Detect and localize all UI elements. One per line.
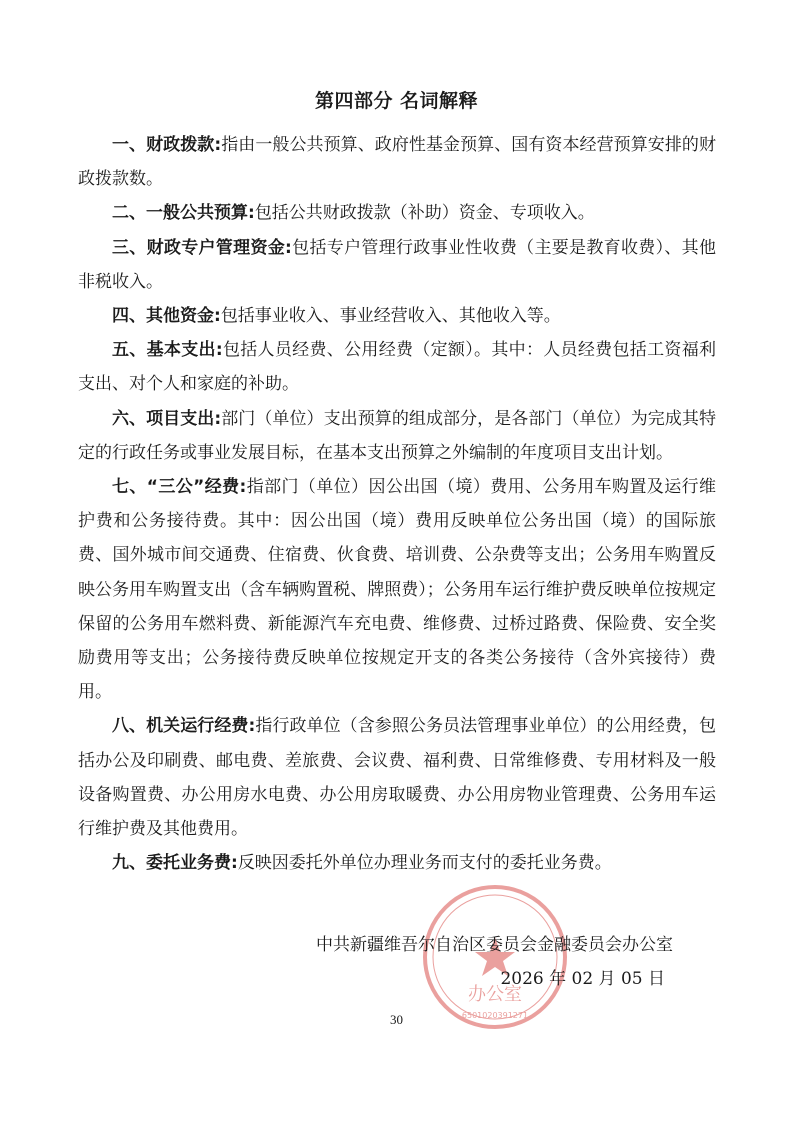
- definition-term: 六、项目支出:: [112, 408, 222, 429]
- definition-term: 七、“三公”经费:: [112, 477, 247, 498]
- page-number: 30: [390, 1012, 403, 1027]
- definition-paragraph: [78, 402, 716, 470]
- definition-paragraph: [78, 709, 716, 846]
- seal-number: 6501020391271: [461, 1011, 529, 1020]
- signature-date: 2026 年 02 月 05 日: [500, 969, 665, 989]
- definition-text: 包括公共财政拨款（补助）资金、专项收入。: [254, 203, 595, 224]
- definition-term: 九、委托业务费:: [112, 853, 238, 874]
- signature-organization: 中共新疆维吾尔自治区委员会金融委员会办公室: [316, 935, 673, 955]
- seal-text: 办公室: [468, 984, 522, 1005]
- definitions-body: [78, 128, 716, 880]
- definition-term: 二、一般公共预算:: [112, 203, 255, 224]
- definition-paragraph: [78, 128, 716, 196]
- definition-term: 三、财政专户管理资金:: [112, 237, 292, 258]
- definition-term: 一、财政拨款:: [112, 135, 222, 155]
- definition-text: 指部门（单位）因公出国（境）费用、公务用车购置及运行维护费和公务接待费。其中：因公出国（境）费用反映单位公务出国（境）的国际旅费、国外城市间交通费、住宿费、伙食费、培训费、公杂费等支出；公务用车购置反映公务用车购置支出（含车辆购置税、牌照费）；公务用车运行维护费反映单位按规定保留的公务用车燃料费、新能源汽车充电费、维修费、过桥过路费、保险费、安全奖励费用等支出；公务接待费反映单位按规定开支的各类公务接待（含外宾接待）费用。: [78, 477, 716, 703]
- definition-text: 反映因委托外单位办理业务而支付的委托业务费。: [237, 853, 612, 874]
- definition-paragraph: [78, 333, 716, 401]
- definition-text: 指由一般公共预算、政府性基金预算、国有资本经营预算安排的财政拨款数。: [78, 135, 716, 190]
- definition-paragraph: [78, 470, 716, 709]
- definition-term: 五、基本支出:: [112, 340, 223, 361]
- definition-paragraph: [78, 846, 716, 880]
- definition-term: 八、机关运行经费:: [112, 716, 256, 737]
- definition-text: 指行政单位（含参照公务员法管理事业单位）的公用经费，包括办公及印刷费、邮电费、差旅费、会议费、福利费、日常维修费、专用材料及一般设备购置费、办公用房水电费、办公用房取暖费、办公用房物业管理费、公务用车运行维护费及其他费用。: [78, 716, 716, 840]
- definition-text: 部门（单位）支出预算的组成部分，是各部门（单位）为完成其特定的行政任务或事业发展目标，在基本支出预算之外编制的年度项目支出计划。: [78, 408, 716, 463]
- definition-paragraph: [78, 299, 716, 333]
- definition-term: 四、其他资金:: [112, 306, 221, 327]
- definition-paragraph: [78, 231, 716, 299]
- definition-text: 包括人员经费、公用经费（定额）。其中：人员经费包括工资福利支出、对个人和家庭的补助。: [78, 340, 716, 395]
- definition-paragraph: [78, 196, 716, 230]
- definition-text: 包括专户管理行政事业性收费（主要是教育收费）、其他非税收入。: [78, 237, 716, 292]
- page-title: 第四部分 名词解释: [314, 90, 479, 112]
- signature-block: [316, 928, 673, 996]
- definition-text: 包括事业收入、事业经营收入、其他收入等。: [220, 306, 561, 327]
